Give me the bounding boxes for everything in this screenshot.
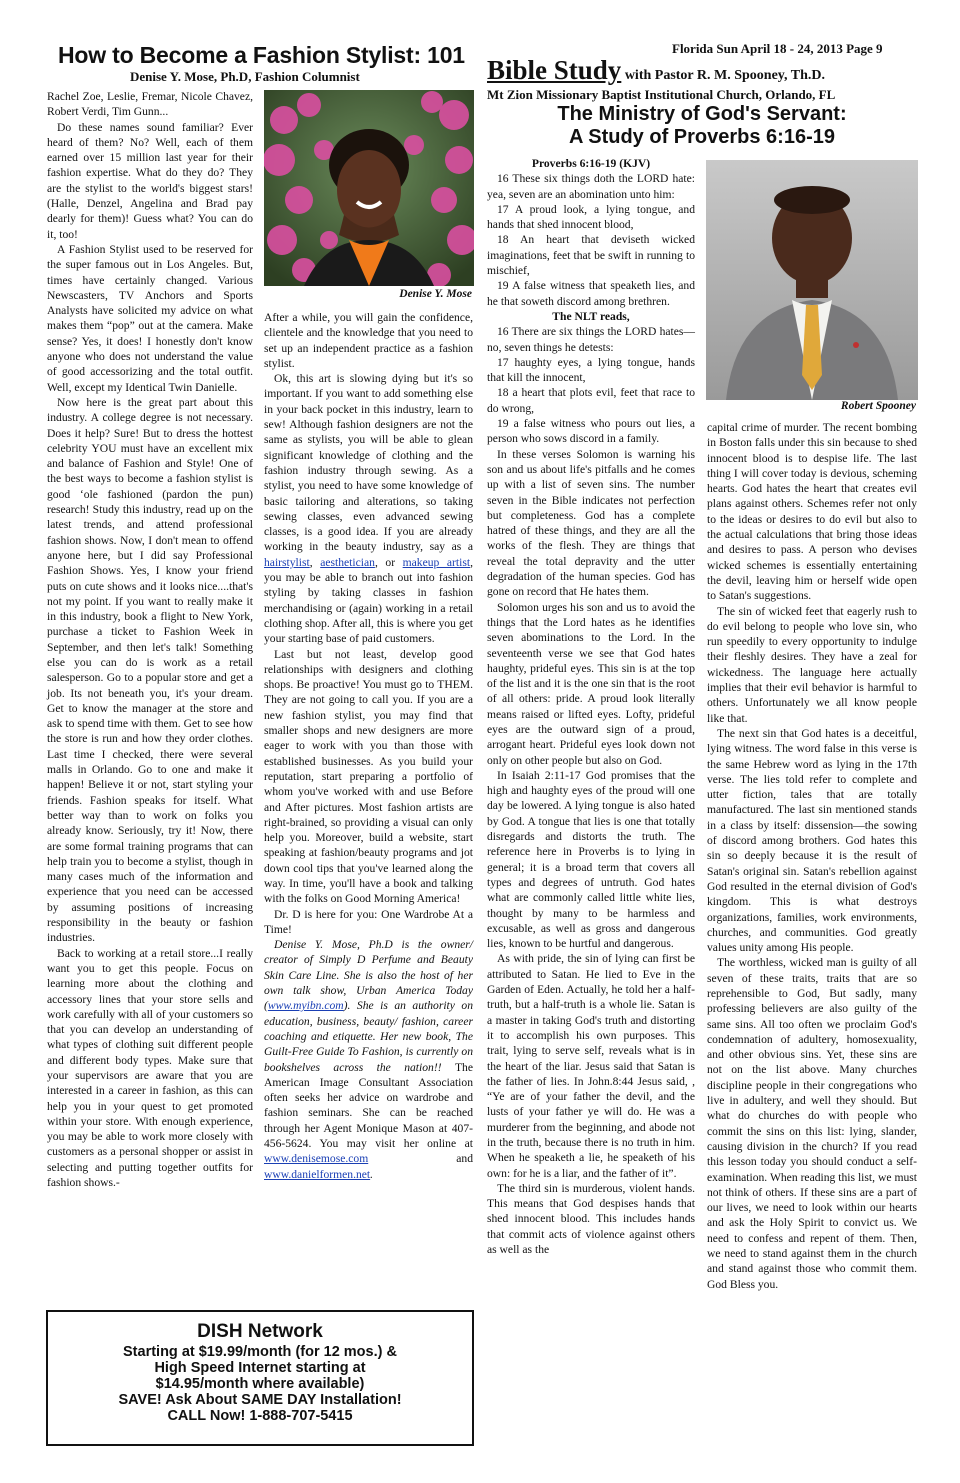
paragraph: Solomon urges his son and us to avoid the things that the Lord hates as he identifies seven abominations to the Lord. In the seventeenth verse we see that God hates haughty, prideful eyes. This sin is at the top of the list and it is the one sin that is the root of all others: pride. A proud look literally means raised or lifted eyes. Lofty, prideful eyes are the outward sign of a proud, arrogant heart. Prideful eyes look down not only on other people but also on God. [487, 600, 695, 767]
paragraph: Ok, this art is slowing dying but it's so important. If you want to add something else in your back pocket in this industry, learn to sew! Although fashion designers are not the same as stylists, you will be able to glean significant knowledge of clothing and the fashion industry through sewing. As a stylist, you need to have some knowledge of basic tailoring and alterations, so taking sewing classes, even advanced sewing classes, is a good idea. If you are already working in the beauty industry, say as a hairstylist, aesthetician, or makeup artist, you may be able to branch out into fashion styling by taking classes in fashion merchandising or (again) working in a retail clothing shop. After all, this is where you get your starting base of paid customers. [264, 372, 473, 646]
paragraph: The sin of wicked feet that eagerly rush to do evil belong to people who love sin, who run speedily to every opportunity to indulge their fleshly desires. They have a zeal for wickedness. The language here actually implies that their evil behavior is harmful to others. Unfortunately we all know people like that. [707, 604, 917, 725]
paper-info: Florida Sun April 18 - 24, 2013 Page 9 [672, 41, 883, 56]
ad-phone: CALL Now! 1-888-707-5415 [167, 1408, 353, 1424]
church-name: Mt Zion Missionary Baptist Institutional Church, Orlando, FL [487, 87, 836, 102]
text: , you may be able to branch out into fashion styling by taking classes in fashion merchandising or (again) working in a retail clothing shop. After all, this is where you get your starting base of paid customers. [264, 555, 473, 646]
myibn-link[interactable]: www.myibn.com [267, 999, 344, 1013]
paragraph: capital crime of murder. The recent bombing in Boston falls under this sin because to shed innocent blood is to despise life. The last thing I will cover today is devious, scheming hearts. God hates the heart that creates evil plans against others. Schemes refer not only to the ideas or desires to do evil but also to the actual calculations that bring those ideas and desires to pass. A person who devises wicked schemes is essentially entertaining the devil, leaving him or herself wide open to Satan's suggestions. [707, 421, 917, 603]
paragraph: Last but not least, develop good relationships with designers and clothing shops. Be proactive! You must go to THEM. They are not going to call you. If you are a new fashion stylist, you may find that smaller shops and new designers are more eager to work with you than those with established businesses. As you build your reputation, start preparing a portfolio of whom you've worked with and use Before and After pictures. Most fashion artists are right-brained, so providing a visual can only help you. Moreover, build a website, start speaking at fashion/beauty programs and jot down cool tips that you've learned along the way. In time, you'll have a book and talking with the folks on Good Morning America! [264, 647, 473, 906]
verse: 19 A false witness that speaketh lies, and he that soweth discord among brethren. [487, 279, 695, 308]
paragraph: Do these names sound familiar? Ever heard of them? No? Well, each of them earned over 15 million last year for their fashion expertise. What do they do? They are the stylist to the world's biggest stars! (Halle, Denzel, Angelina and Brad pay dearly for them)! Guess what? You can do it, too! [47, 120, 253, 241]
denisemose-link[interactable]: www.denisemose.com [264, 1152, 369, 1166]
ministry-heading [487, 103, 917, 149]
hairstylist-link[interactable]: hairstylist [264, 555, 310, 569]
portrait-image [706, 160, 918, 400]
denise-photo-caption: Denise Y. Mose [399, 288, 472, 300]
paragraph: In these verses Solomon is warning his son and us about life's pitfalls and he comes up with a list of seven sins. The number seven in the Bible indicates not perfection but completeness. God has a complete hatred of these things, and they are all the works of the flesh. They are things that reveal the total depravity and the utter degradation of the human species. God has gone on record that He hates them. [487, 447, 695, 599]
paragraph: Dr. D is here for you: One Wardrobe At a Time! [264, 907, 473, 936]
aesthetician-link[interactable]: aesthetician [320, 555, 375, 569]
ad-line: SAVE! Ask About SAME DAY Installation! [118, 1392, 402, 1408]
paragraph: After a while, you will gain the confidence, clientele and the knowledge that you need to set up an independent practice as a fashion stylist. [264, 311, 473, 370]
verse: 18 An heart that deviseth wicked imaginations, feet that be swift in running to mischief, [487, 233, 695, 278]
text: and [368, 1152, 473, 1166]
bible-column-4 [707, 420, 917, 1292]
robert-spooney-photo [706, 160, 918, 400]
bible-study-title [487, 55, 825, 86]
verse: 17 haughty eyes, a lying tongue, hands that kill the innocent, [487, 355, 695, 385]
verse: 16 These six things doth the LORD hate: yea, seven are an abomination unto him: [487, 172, 695, 201]
paragraph: In Isaiah 2:11-17 God promises that the high and haughty eyes of the proud will one day be lowered. A lying tongue is also hated by God. A tongue that lies is one that totally disregards and distorts the truth. The reference here in Proverbs is to lying in general; it is a broad term that covers all types and degrees of untruth. God hates what are commonly called little white lies, thought by many to be harmless and excusable, as well as gross and dangerous lies, known to be hurtful and dangerous. [487, 768, 695, 951]
ad-line: High Speed Internet starting at [154, 1360, 366, 1376]
paragraph: Back to working at a retail store...I really want you to get this people. Focus on learning more about the clothing and accessory lines that your store sells and work carefully with all of your customers so that you can develop an understanding of what types of clothing suit different people and different body types. Make sure that your supervisors are aware that you are interested in a career in fashion, as this can help you in your quest to get promoted within your store. With enough experience, you may be able to work more closely with customers as a personal shopper or assist in selecting and putting together outfits for fashion shows.- [47, 946, 253, 1190]
pastor-name: with Pastor R. M. Spooney, Th.D. [621, 68, 825, 83]
text: Ok, this art is slowing dying but it's so important. If you want to add something else in your back pocket in this industry, learn to sew! Although fashion designers are not the same as stylists, you will be able to glean significant knowledge of clothing and the fashion industry through sewing. As a stylist, you need to have some knowledge of basic tailoring and alterations, so taking sewing classes, even advanced sewing classes, is a good idea. If you are already working in the beauty industry, say as a [264, 372, 473, 554]
fashion-byline: Denise Y. Mose, Ph.D, Fashion Columnist [130, 69, 360, 84]
text: . [370, 1167, 374, 1181]
scripture-heading: The NLT reads, [552, 309, 630, 323]
scripture-heading: Proverbs 6:16-19 (KJV) [531, 157, 651, 170]
verse: 18 a heart that plots evil, feet that race to do wrong, [487, 386, 695, 415]
danielformen-link[interactable]: www.danielformen.net [264, 1167, 371, 1181]
paragraph: A Fashion Stylist used to be reserved for the super famous out in Los Angeles. But, times have certainly changed. Various Newscasters, TV Anchors and Sports Analysts have solicited my advice on what makes them “pop” out at the camera. Make sense? Yes, it does! I honestly don't know anyone who does not understand the value of good accessorizing and the total outfit. Well, except my Identical Twin Danielle. [47, 242, 253, 394]
verse: 19 a false witness who pours out lies, a person who sows discord in a family. [487, 417, 695, 446]
text: Denise Y. Mose, Ph.D is the owner/ creator of Simply D Perfume and Beauty Skin Care Line. She is also the host of her own talk show, Urban America Today ( [264, 938, 473, 1013]
paragraph: The next sin that God hates is a deceitful, lying witness. The word false in this verse is the same Hebrew word as lying in the 17th verse. The lies told refer to complete and utter fiction, tales that are totally manufactured. The last sin mentioned stands in a class by itself: dissension—the sowing of discord among brothers. God hates this sin so deeply because it is the result of Satan's original sin. Satan's rebellion against God resulted in the eternal division of God's kingdom. This is what destroys organizations, families, work environments, churches, and communities. God greatly values unity among His people. [707, 726, 917, 955]
heading-line-1: The Ministry of God's Servant: [557, 103, 847, 125]
dish-network-ad[interactable] [46, 1310, 474, 1446]
spooney-photo-caption: Robert Spooney [840, 400, 916, 412]
ad-line: $14.95/month where available) [155, 1376, 365, 1392]
bible-study-heading: Bible Study [487, 55, 622, 85]
portrait-image [264, 90, 474, 286]
heading-line-2: A Study of Proverbs 6:16-19 [568, 126, 835, 148]
text: The American Image Consultant Association often seeks her advice on wardrobe and fashion seminars. She can be reached through her Agent Monique Mason at 407-456-5624. You may visit her online at [264, 1060, 473, 1151]
fashion-article-title: How to Become a Fashion Stylist: 101 [58, 42, 465, 68]
verse: 16 There are six things the LORD hates— no, seven things he detests: [487, 325, 695, 354]
paragraph: As with pride, the sin of lying can first be attributed to Satan. He lied to Eve in the Garden of Eden. Actually, he told her a half-truth, but a half-truth is a whole lie. Satan is a master in taking God's truth and distorting it to accomplish his own purposes. This trait, lying to serve self, reveals what is in the heart of the liar. Jesus said that Satan is the father of lies. In John.8:44 Jesus said, , “Ye are of your father the devil, and the lusts of your father ye will do. He was a murderer from the beginning, and abode not in the truth, because there is no truth in him. When he speaketh a lie, he speaketh of his own: for he is a liar, and the father of it”. [487, 952, 695, 1180]
ad-line: Starting at $19.99/month (for 12 mos.) & [123, 1344, 397, 1360]
author-bio [264, 937, 473, 1182]
ad-title: DISH Network [197, 1321, 323, 1342]
denise-mose-photo [264, 90, 474, 286]
fashion-column-2 [264, 310, 473, 1182]
bible-column-3 [487, 156, 695, 1257]
paragraph: Now here is the great part about this industry. A college degree is not necessary. Does it help? Sure! But to dress the hottest celebrity YOU must have an excellent mix and balance of Fashion and Style! One of the best ways to become a fashion stylist is good ‘ole fashioned (pardon the pun) research! Study this industry, read up on the latest trends, and attend professional fashion shows. Now, I don't mean to offend anyone here, but I did say Professional Fashion Shows. Yes, I know your friend puts on cute shows and it looks nice....that's not my point. If you want to really make it in this industry, book a flight to New York, purchase a ticket to Fashion Week in September, and then let's talk! Something else you can do is work as a retail salesperson. Go to a popular store and get a job. Its not beneath you, it's your dream. Get to know the manager at the store and ask to spend time with them. Get to see how the store is run and how they order clothes. Last time I checked, there were several malls in Orlando. Go to one and make it happen! Believe it or not, start styling your friends. Fashion speaks for itself. What better way than to work on folks you already know. Seriously, try it! Now, there are some formal training programs that can help train you to become a stylist, though in many cases much of the information and experience that you need can be accessed by assuming positions of increasing responsibility in the beauty or fashion industries. [47, 395, 253, 945]
verse: 17 A proud look, a lying tongue, and hands that shed innocent blood, [487, 202, 695, 232]
text: ). She is an authority on education, business, beauty/ fashion, career coaching and etiquette. Her new book, The Guilt-Free Guide To Fashion, is currently on bookshelves across the nation!! [264, 999, 473, 1074]
paragraph: The worthless, wicked man is guilty of all seven of these traits, traits that are so reprehensible to God, But sadly, many professing believers are also guilty of the same sins. All too often we proclaim God's condemnation of adultery, homosexuality, and other obvious sins. Yet, these sins are not on the list above. Many churches discipline people in their congregations who live in adultery, and well they should. But what do churches do with people who commit the sins on this list: lying, slander, causing division in the church? If you read this lesson today you should conduct a self-examination. When reading this list, we must not think of others. If these sins are a part of our lives, we need to look within our hearts and ask the Holy Spirit to convict us. We need to confess and repent of them. Then, we need to stand against them in the church and stand against those who commit them. God Bless you. [707, 956, 917, 1291]
fashion-column-1 [47, 89, 253, 1190]
makeup-artist-link[interactable]: makeup artist [402, 555, 471, 569]
paragraph: The third sin is murderous, violent hands. This means that God despises hands that shed innocent blood. This includes hands that commit acts of violence against others as well as the [487, 1181, 695, 1257]
paragraph: Rachel Zoe, Leslie, Fremar, Nicole Chavez, Robert Verdi, Tim Gunn... [47, 90, 253, 119]
